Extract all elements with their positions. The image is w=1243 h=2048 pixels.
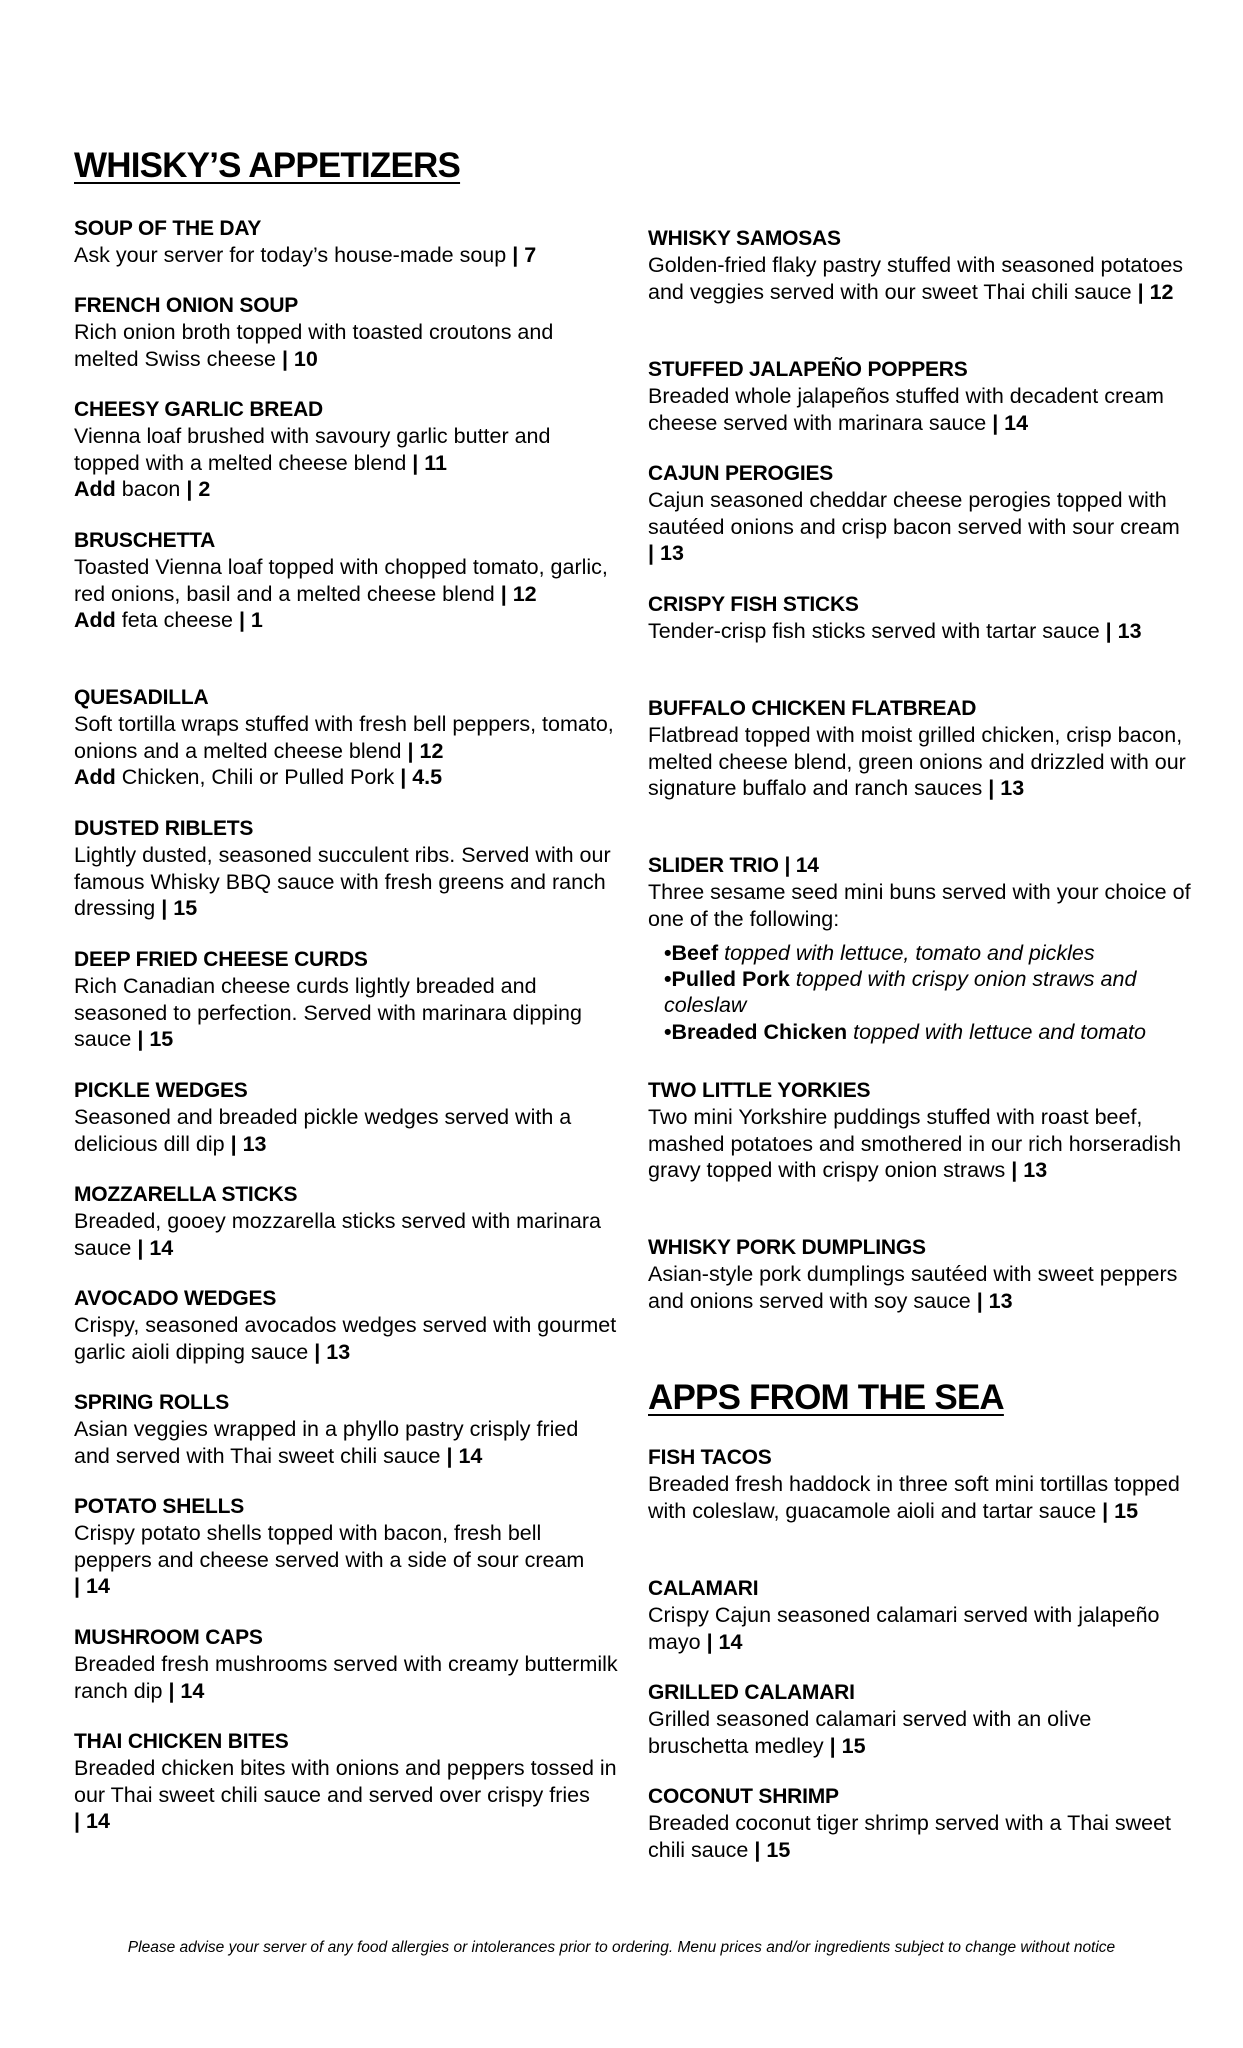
item-name: MOZZARELLA STICKS <box>74 1183 298 1206</box>
addon-label: Add <box>74 764 116 789</box>
menu-item-two-little-yorkies <box>648 1078 1193 1183</box>
appetizers-heading: WHISKY’S APPETIZERS <box>74 146 461 185</box>
item-desc: Lightly dusted, seasoned succulent ribs. Served with our famous Whisky BBQ sauce with fresh greens and ranch dressing <box>74 843 611 920</box>
menu-item-mozzarella-sticks <box>74 1182 619 1261</box>
item-name: CRISPY FISH STICKS <box>648 593 859 616</box>
item-desc: Two mini Yorkshire puddings stuffed with roast beef, mashed potatoes and smothered in our rich horseradish gravy topped with crispy onion straws <box>648 1105 1182 1182</box>
item-desc: Tender-crisp fish sticks served with tartar sauce <box>648 619 1100 644</box>
option-name: •Pulled Pork <box>664 967 790 992</box>
item-price: | 13 <box>648 540 684 565</box>
menu-item-soup-of-the-day <box>74 216 619 269</box>
item-price: | 14 <box>74 1573 110 1598</box>
menu-item-buffalo-chicken-flatbread <box>648 696 1193 801</box>
item-desc: Asian-style pork dumplings sautéed with sweet peppers and onions served with soy sauce <box>648 1262 1178 1313</box>
item-name: WHISKY SAMOSAS <box>648 227 841 250</box>
item-price: | 15 <box>161 895 198 920</box>
item-price: | 15 <box>754 1837 791 1862</box>
item-desc: Asian veggies wrapped in a phyllo pastry crisply fried and served with Thai sweet chili sauce <box>74 1417 579 1468</box>
menu-item-grilled-calamari <box>648 1680 1193 1759</box>
item-price: | 13 <box>1105 619 1142 644</box>
addon-price: | 4.5 <box>400 764 443 789</box>
item-name: STUFFED JALAPEÑO POPPERS <box>648 358 968 381</box>
menu-item-dusted-riblets <box>74 816 619 921</box>
menu-item-calamari <box>648 1576 1193 1655</box>
item-price: | 13 <box>230 1131 267 1156</box>
item-name: THAI CHICKEN BITES <box>74 1730 289 1753</box>
item-desc: Breaded whole jalapeños stuffed with decadent cream cheese served with marinara sauce <box>648 384 1164 435</box>
menu-item-avocado-wedges <box>74 1286 619 1365</box>
slider-option <box>664 966 1193 1019</box>
item-name: DEEP FRIED CHEESE CURDS <box>74 948 368 971</box>
menu-item-whisky-pork-dumplings <box>648 1235 1193 1314</box>
item-name: BRUSCHETTA <box>74 529 216 552</box>
item-price: | 14 <box>992 410 1029 435</box>
item-desc: Rich onion broth topped with toasted croutons and melted Swiss cheese <box>74 320 554 371</box>
item-name: AVOCADO WEDGES <box>74 1287 277 1310</box>
item-price: | 11 <box>412 450 447 475</box>
item-price: | 13 <box>976 1288 1013 1313</box>
item-name: GRILLED CALAMARI <box>648 1681 855 1704</box>
item-price: | 10 <box>281 346 318 371</box>
menu-item-cajun-perogies <box>648 461 1193 566</box>
item-desc: Breaded, gooey mozzarella sticks served with marinara sauce <box>74 1209 601 1260</box>
item-name: SLIDER TRIO | 14 <box>648 854 819 877</box>
menu-item-bruschetta <box>74 528 619 633</box>
option-name: •Beef <box>664 940 719 965</box>
addon-label: Add <box>74 607 116 632</box>
item-name: CAJUN PEROGIES <box>648 462 834 485</box>
item-name: MUSHROOM CAPS <box>74 1626 263 1649</box>
item-price: | 12 <box>500 581 537 606</box>
item-desc: Crispy, seasoned avocados wedges served with gourmet garlic aioli dipping sauce <box>74 1313 617 1364</box>
item-name: CHEESY GARLIC BREAD <box>74 398 324 421</box>
item-price: | 13 <box>314 1339 351 1364</box>
menu-item-crispy-fish-sticks <box>648 592 1193 645</box>
menu-item-coconut-shrimp <box>648 1784 1193 1863</box>
item-desc: Flatbread topped with moist grilled chicken, crisp bacon, melted cheese blend, green onions and drizzled with our signature buffalo and ranch sauces <box>648 723 1186 800</box>
item-desc: Golden-fried flaky pastry stuffed with seasoned potatoes and veggies served with our sweet Thai chili sauce <box>648 253 1184 304</box>
option-name: •Breaded Chicken <box>664 1019 848 1044</box>
menu-item-cheesy-garlic-bread <box>74 397 619 502</box>
addon-price: | 1 <box>238 607 263 632</box>
item-name: CALAMARI <box>648 1577 759 1600</box>
item-price: | 12 <box>407 738 444 763</box>
item-price: | 7 <box>512 243 537 268</box>
item-desc: Soft tortilla wraps stuffed with fresh bell peppers, tomato, onions and a melted cheese blend <box>74 712 614 763</box>
menu-item-pickle-wedges <box>74 1078 619 1157</box>
option-text: topped with crispy onion straws and coleslaw <box>664 967 1137 1018</box>
item-desc: Crispy potato shells topped with bacon, fresh bell peppers and cheese served with a side of sour cream <box>74 1521 585 1572</box>
addon-text: bacon <box>121 476 181 501</box>
item-desc: Toasted Vienna loaf topped with chopped tomato, garlic, red onions, basil and a melted cheese blend <box>74 555 608 606</box>
item-price: | 14 <box>168 1678 205 1703</box>
item-name: QUESADILLA <box>74 686 209 709</box>
slider-options <box>648 940 1193 1045</box>
menu-item-whisky-samosas <box>648 226 1193 305</box>
menu-item-stuffed-jalapeno-poppers <box>648 357 1193 436</box>
item-name: WHISKY PORK DUMPLINGS <box>648 1236 926 1259</box>
menu-item-fish-tacos <box>648 1445 1193 1524</box>
item-name: BUFFALO CHICKEN FLATBREAD <box>648 697 977 720</box>
menu-item-potato-shells <box>74 1494 619 1599</box>
item-desc: Ask your server for today’s house-made soup <box>74 243 507 268</box>
option-text: topped with lettuce and tomato <box>853 1019 1146 1044</box>
item-desc: Grilled seasoned calamari served with an olive bruschetta medley <box>648 1707 1092 1758</box>
item-desc: Breaded fresh haddock in three soft mini tortillas topped with coleslaw, guacamole aioli and tartar sauce <box>648 1472 1180 1523</box>
item-price: | 14 <box>74 1808 110 1833</box>
addon-label: Add <box>74 476 116 501</box>
item-name: POTATO SHELLS <box>74 1495 245 1518</box>
item-name: TWO LITTLE YORKIES <box>648 1079 871 1102</box>
item-price: | 13 <box>1011 1157 1048 1182</box>
item-addon <box>74 607 619 633</box>
slider-option <box>664 1019 1193 1045</box>
addon-price: | 2 <box>186 476 211 501</box>
option-text: topped with lettuce, tomato and pickles <box>724 940 1095 965</box>
item-desc: Seasoned and breaded pickle wedges served with a delicious dill dip <box>74 1105 572 1156</box>
item-desc: Breaded coconut tiger shrimp served with a Thai sweet chili sauce <box>648 1811 1172 1862</box>
item-price: | 12 <box>1137 279 1174 304</box>
slider-option <box>664 940 1193 966</box>
item-addon <box>74 764 619 790</box>
item-name: FISH TACOS <box>648 1446 772 1469</box>
menu-item-quesadilla <box>74 685 619 790</box>
item-desc: Three sesame seed mini buns served with your choice of one of the following: <box>648 880 1191 931</box>
item-addon <box>74 476 619 502</box>
menu-item-deep-fried-cheese-curds <box>74 947 619 1052</box>
item-name: COCONUT SHRIMP <box>648 1785 839 1808</box>
item-desc: Vienna loaf brushed with savoury garlic butter and topped with a melted cheese blend <box>74 424 551 475</box>
menu-item-french-onion-soup <box>74 293 619 372</box>
item-desc: Cajun seasoned cheddar cheese perogies topped with sautéed onions and crisp bacon served with sour cream <box>648 488 1180 539</box>
allergy-notice: Please advise your server of any food allergies or intolerances prior to ordering. Menu prices and/or ingredients subject to change without notice <box>127 1939 1116 1956</box>
item-name: SOUP OF THE DAY <box>74 217 262 240</box>
item-desc: Breaded fresh mushrooms served with creamy buttermilk ranch dip <box>74 1652 618 1703</box>
item-name: FRENCH ONION SOUP <box>74 294 299 317</box>
menu-item-slider-trio <box>648 853 1193 1045</box>
menu-item-mushroom-caps <box>74 1625 619 1704</box>
item-price: | 14 <box>446 1443 483 1468</box>
item-name: DUSTED RIBLETS <box>74 817 254 840</box>
addon-text: Chicken, Chili or Pulled Pork <box>121 764 395 789</box>
item-price: | 15 <box>137 1026 174 1051</box>
menu-item-spring-rolls <box>74 1390 619 1469</box>
item-name: SPRING ROLLS <box>74 1391 230 1414</box>
addon-text: feta cheese <box>121 607 233 632</box>
item-price: | 13 <box>988 775 1025 800</box>
menu-item-thai-chicken-bites <box>74 1729 619 1834</box>
item-price: | 15 <box>829 1733 866 1758</box>
sea-heading: APPS FROM THE SEA <box>648 1378 1004 1417</box>
item-name: PICKLE WEDGES <box>74 1079 248 1102</box>
item-price: | 14 <box>137 1235 174 1260</box>
item-desc: Crispy Cajun seasoned calamari served with jalapeño mayo <box>648 1603 1160 1654</box>
item-price: | 14 <box>706 1629 743 1654</box>
item-desc: Rich Canadian cheese curds lightly breaded and seasoned to perfection. Served with marinara dipping sauce <box>74 974 582 1051</box>
item-desc: Breaded chicken bites with onions and peppers tossed in our Thai sweet chili sauce and served over crispy fries <box>74 1756 617 1807</box>
item-price: | 15 <box>1102 1498 1139 1523</box>
